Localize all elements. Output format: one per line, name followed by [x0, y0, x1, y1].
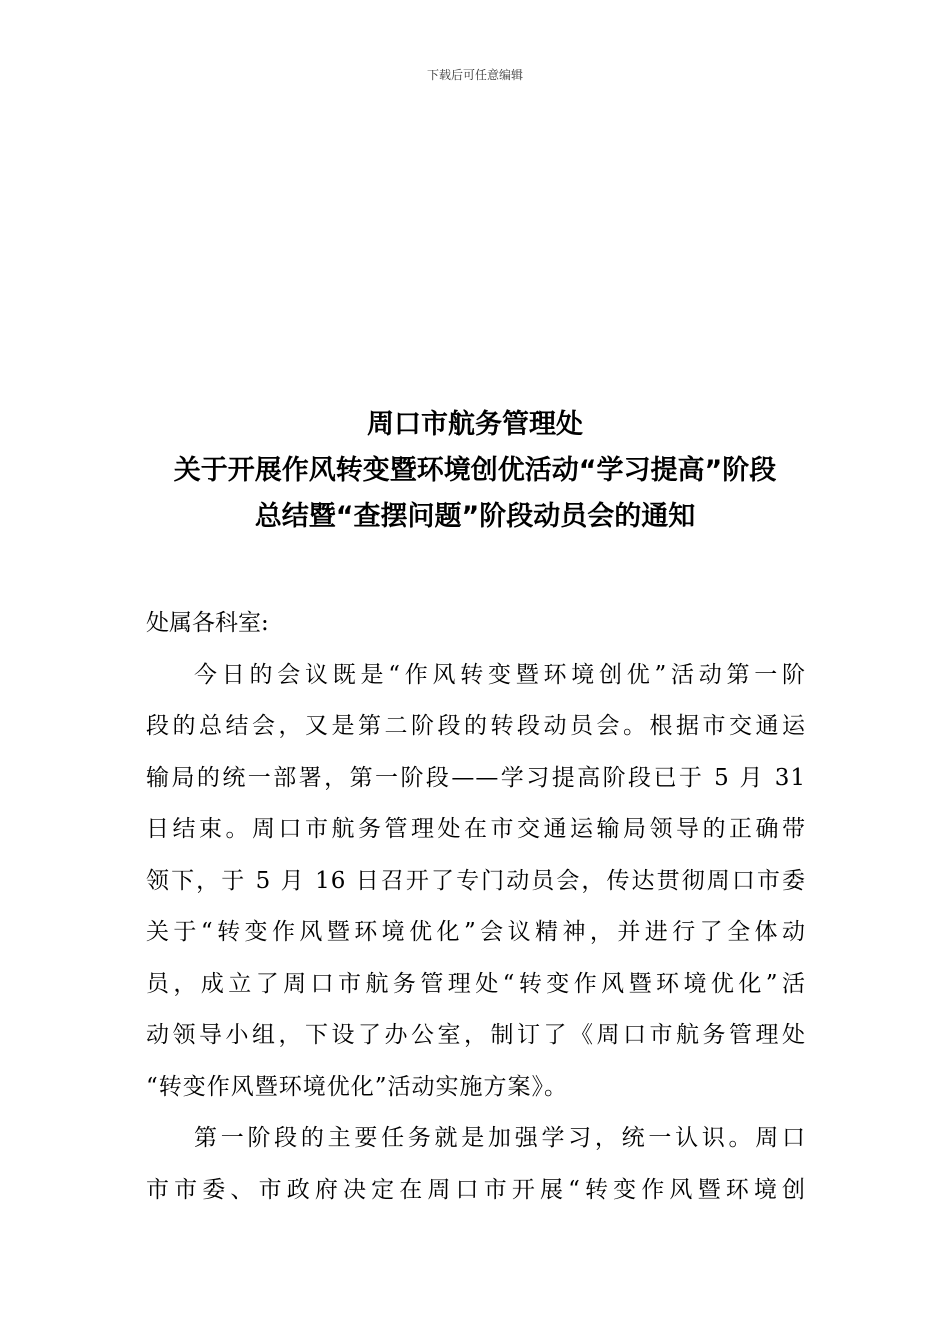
paragraph-line: “转变作风暨环境优化”活动实施方案》。 [146, 1073, 569, 1100]
title-line-3: 总结暨“查摆问题”阶段动员会的通知 [254, 501, 696, 532]
paragraph-line: 今日的会议既是“作风转变暨环境创优”活动第一阶 [194, 661, 806, 688]
paragraph-1 [146, 650, 806, 1114]
paragraph-2 [146, 1113, 806, 1216]
paragraph-line: 市市委、市政府决定在周口市开展“转变作风暨环境创 [146, 1176, 806, 1203]
salutation: 处属各科室: [146, 610, 269, 636]
paragraph-line: 段的总结会，又是第二阶段的转段动员会。根据市交通运 [146, 713, 806, 739]
header-note: 下载后可任意编辑 [426, 68, 523, 82]
paragraph-line: 领下，于 5 月 16 日召开了专门动员会，传达贯彻周口市委 [146, 867, 806, 894]
document-body [146, 598, 806, 1216]
paragraph-line: 关于“转变作风暨环境优化”会议精神，并进行了全体动 [146, 919, 806, 945]
title-line-1: 周口市航务管理处 [367, 409, 583, 440]
title-line-2: 关于开展作风转变暨环境创优活动“学习提高”阶段 [173, 455, 777, 486]
paragraph-line: 日结束。周口市航务管理处在市交通运输局领导的正确带 [146, 816, 806, 842]
paragraph-line: 输局的统一部署，第一阶段——学习提高阶段已于 5 月 31 [146, 764, 806, 791]
paragraph-line: 员，成立了周口市航务管理处“转变作风暨环境优化”活 [146, 970, 806, 997]
paragraph-line: 第一阶段的主要任务就是加强学习，统一认识。周口 [194, 1125, 806, 1151]
paragraph-line: 动领导小组，下设了办公室，制订了《周口市航务管理处 [146, 1022, 806, 1048]
document-title [100, 402, 850, 540]
